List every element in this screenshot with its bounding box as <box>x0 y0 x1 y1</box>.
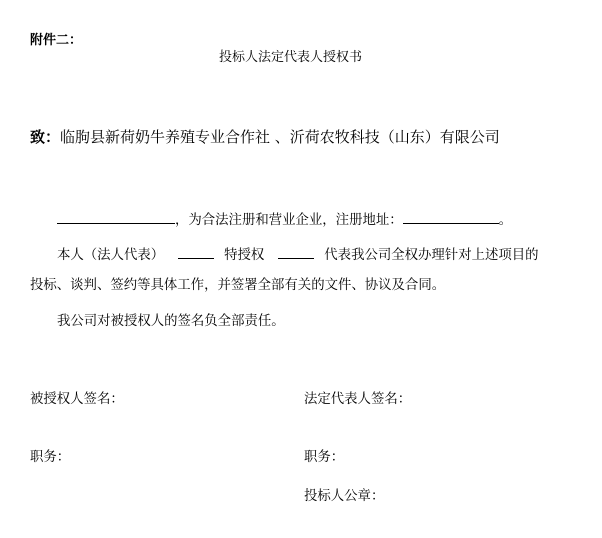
responsibility-statement: 我公司对被授权人的签名负全部责任。 <box>57 314 285 329</box>
title-left-label: 职务： <box>30 450 71 465</box>
legal-rep-text: 本人（法人代表） <box>57 248 165 263</box>
title-right-label: 职务： <box>304 450 345 465</box>
document-title: 投标人法定代表人授权书 <box>219 50 363 65</box>
authorized-person-blank <box>278 246 314 259</box>
legal-rep-signature-label: 法定代表人签名： <box>304 392 412 407</box>
scope-text: 代表我公司全权办理针对上述项目的 <box>324 248 539 263</box>
authorization-line <box>57 246 539 262</box>
authorize-text: 特授权 <box>224 248 265 263</box>
authorized-person-signature-label: 被授权人签名： <box>30 392 124 407</box>
addressee-names: 临朐县新荷奶牛养殖专业合作社 、沂荷农牧科技（山东）有限公司 <box>60 128 500 146</box>
attachment-label: 附件二： <box>30 33 83 48</box>
company-registration-line <box>57 211 512 227</box>
addressee-line <box>30 130 500 145</box>
registration-text: ，为合法注册和营业企业，注册地址： <box>175 213 403 228</box>
scope-continuation: 投标、谈判、签约等具体工作，并签署全部有关的文件、协议及合同。 <box>30 278 446 293</box>
legal-rep-blank <box>178 246 214 259</box>
bidder-seal-label: 投标人公章： <box>304 489 385 504</box>
company-name-blank <box>57 211 175 224</box>
addressee-label: 致： <box>30 128 61 146</box>
address-blank <box>403 211 499 224</box>
registration-end: 。 <box>498 213 513 228</box>
